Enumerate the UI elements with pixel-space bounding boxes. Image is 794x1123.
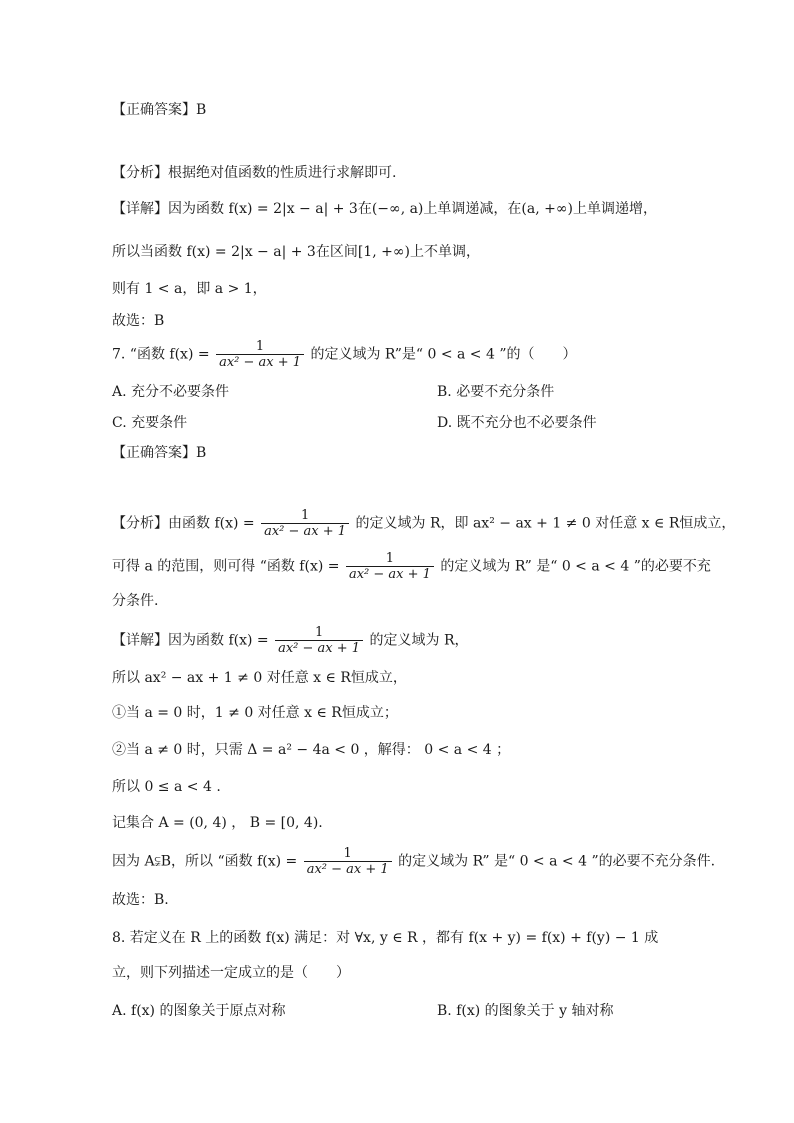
detail-q6-line3: 则有 1 < a，即 a > 1， [112,281,267,297]
analysis-q6: 【分析】根据绝对值函数的性质进行求解即可. [112,165,397,181]
fraction-numerator: 1 [300,508,310,523]
option-8a: A. f(x) 的图象关于原点对称 [112,1003,286,1019]
analysis-q7-line1 [112,508,735,539]
analysis-q7-line2-suffix: 的定义域为 R” 是“ 0 < a < 4 ”的必要不充 [440,558,711,575]
detail-q7-line1-suffix: 的定义域为 R， [369,632,469,649]
detail-q6-line2: 所以当函数 f(x) = 2|x − a| + 3在区间[1, +∞)上不单调， [112,244,480,260]
fraction-numerator: 1 [385,551,395,566]
detail-q7-conclusion-fraction [304,846,392,877]
analysis-q7-line2-prefix: 可得 a 的范围，则可得 “函数 f(x) = [112,558,340,575]
fraction-denominator: ax² − ax + 1 [304,861,392,877]
fraction-denominator: ax² − ax + 1 [346,566,434,582]
detail-q7-line1-prefix: 【详解】因为函数 f(x) = [112,632,269,649]
option-7b: B. 必要不充分条件 [437,384,555,400]
question-7-fraction [216,339,304,370]
detail-q7-line1-fraction [275,625,363,656]
detail-q7-conclusion [112,846,715,877]
option-7c: C. 充要条件 [112,415,188,431]
fraction-numerator: 1 [255,339,265,354]
option-7a: A. 充分不必要条件 [112,384,230,400]
option-8b: B. f(x) 的图象关于 y 轴对称 [437,1003,614,1019]
fraction-denominator: ax² − ax + 1 [216,354,304,370]
fraction-denominator: ax² − ax + 1 [261,523,349,539]
detail-q7-conclusion-prefix: 因为 A⫋B，所以 “函数 f(x) = [112,853,298,870]
fraction-numerator: 1 [343,846,352,861]
analysis-q7-line1-prefix: 【分析】由函数 f(x) = [112,515,255,532]
question-7 [112,339,577,370]
detail-q7-case2: ②当 a ≠ 0 时，只需 Δ = a² − 4a < 0 ，解得： 0 < a < 4 ； [112,742,511,758]
choose-q6: 故选：B [112,313,165,329]
detail-q7-conclusion-suffix: 的定义域为 R” 是“ 0 < a < 4 ”的必要不充分条件. [398,853,716,870]
analysis-q7-line2-fraction [346,551,434,582]
analysis-q7-line1-fraction [261,508,349,539]
detail-q7-line1 [112,625,469,656]
choose-q7: 故选：B. [112,892,169,908]
analysis-q7-line1-suffix: 的定义域为 R，即 ax² − ax + 1 ≠ 0 对任意 x ∈ R恒成立， [355,515,736,532]
question-7-suffix: 的定义域为 R”是“ 0 < a < 4 ”的（ ） [310,346,577,363]
analysis-q7-line2 [112,551,711,582]
detail-q7-sets: 记集合 A = (0, 4) ， B = [0, 4). [112,815,323,831]
detail-q7-range: 所以 0 ≤ a < 4 . [112,779,221,795]
question-7-prefix: 7. “函数 f(x) = [112,346,210,363]
answer-label-q7: 【正确答案】B [112,445,207,461]
option-7d: D. 既不充分也不必要条件 [437,415,597,431]
analysis-q7-line3: 分条件. [112,593,159,609]
detail-q7-case1: ①当 a = 0 时，1 ≠ 0 对任意 x ∈ R恒成立； [112,705,398,721]
detail-q6-line1: 【详解】因为函数 f(x) = 2|x − a| + 3在(−∞, a)上单调递减，在(a, +∞)上单调递增， [112,201,657,217]
fraction-numerator: 1 [314,625,324,640]
fraction-denominator: ax² − ax + 1 [275,640,363,656]
detail-q7-line2: 所以 ax² − ax + 1 ≠ 0 对任意 x ∈ R恒成立， [112,670,407,686]
question-8-line1: 8. 若定义在 R 上的函数 f(x) 满足：对 ∀x, y ∈ R ，都有 f(x + y) = f(x) + f(y) − 1 成 [112,930,659,946]
answer-label-q6: 【正确答案】B [112,102,207,118]
question-8-line2: 立，则下列描述一定成立的是（ ） [112,965,350,981]
